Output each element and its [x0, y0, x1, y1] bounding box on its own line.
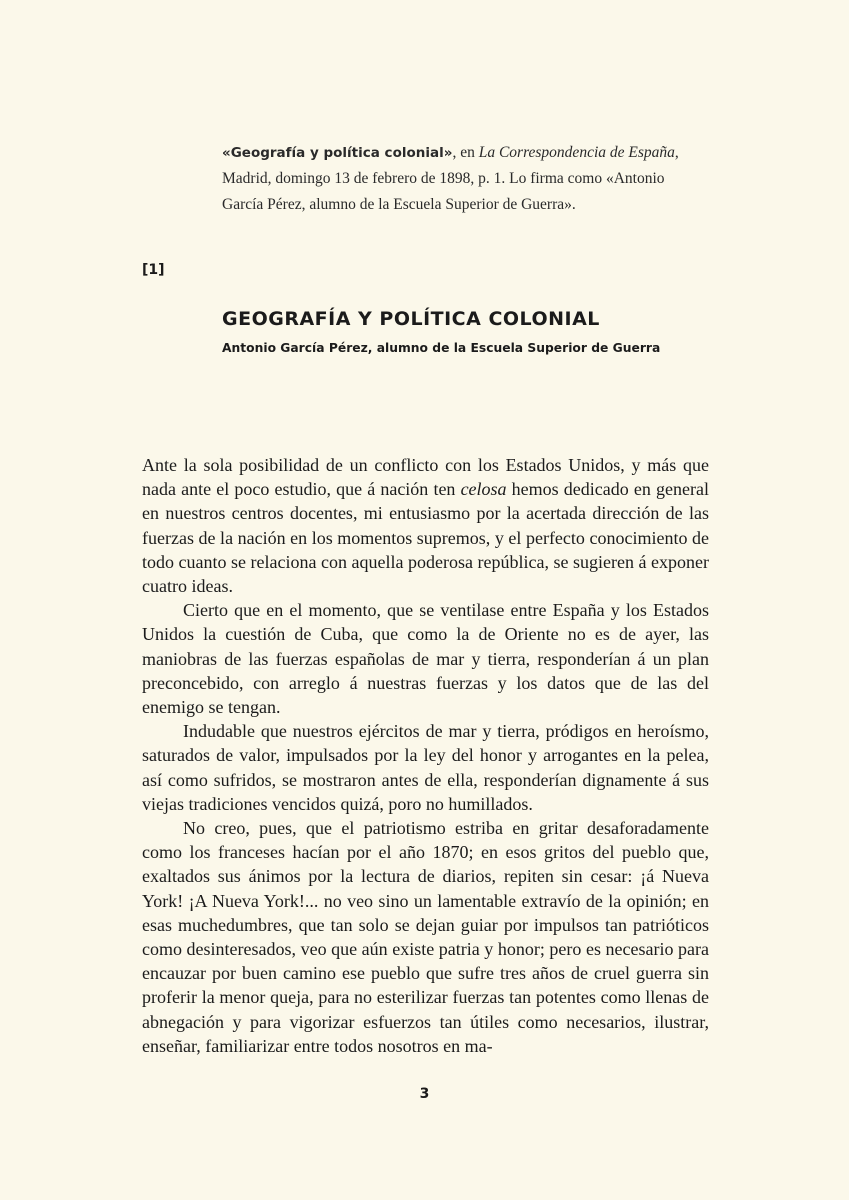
source-note-newspaper: La Correspondencia de España — [478, 144, 675, 161]
article-body — [142, 453, 709, 1058]
paragraph-2: Cierto que en el momento, que se ventilase entre España y los Estados Unidos la cuestión de Cuba, que como la de Oriente no es de ayer, las maniobras de las fuerzas españolas de mar y tierra, responderían á un plan preconcebido, con arreglo á nuestras fuerzas y los datos que de las del enemigo se tengan. — [142, 600, 709, 718]
source-note-article-title: «Geografía y política colonial» — [222, 145, 453, 161]
article-byline: Antonio García Pérez, alumno de la Escuela Superior de Guerra — [222, 341, 661, 355]
paragraph-1 — [142, 453, 709, 598]
reference-number: [1] — [142, 262, 165, 278]
paragraph-4: No creo, pues, que el patriotismo estriba en gritar desaforadamente como los franceses hacían por el año 1870; en esos gritos del pueblo que, exaltados sus ánimos por la lectura de diarios, repiten sin cesar: ¡á Nueva York! ¡A Nueva York!... no veo sino un lamentable extravío de la opinión; en esas muchedumbres, que tan solo se dejan guiar por impulsos tan patrióticos como desinteresados, veo que aún existe patria y honor; pero es necesario para encauzar por buen camino ese pueblo que sufre tres años de cruel guerra sin proferir la menor queja, para no esterilizar fuerzas tan potentes como llenas de abnegación y para vigorizar esfuerzos tan útiles como necesarios, ilustrar, enseñar, familiarizar entre todos nosotros en ma- — [142, 818, 709, 1056]
page-number: 3 — [419, 1086, 430, 1102]
paragraph-3: Indudable que nuestros ejércitos de mar y tierra, pródigos en heroísmo, saturados de valor, impulsados por la ley del honor y arrogantes en la pelea, así como sufridos, se mostraron antes de ella, responderían dignamente á sus viejas tradiciones vencidos quizá, poro no humillados. — [142, 721, 709, 814]
source-note-connector: , en — [452, 144, 479, 161]
paragraph-1-italic: celosa — [460, 479, 507, 500]
paragraph-1-end: hemos dedicado en general en nuestros centros docentes, mi entusiasmo por la acertada dirección de las fuerzas de la nación en los momentos supremos, y el perfecto conocimiento de todo cuanto se relaciona con aquella poderosa república, se sugieren á exponer cuatro ideas. — [142, 479, 709, 597]
paragraph-1-start: Ante la sola posibilidad de un conflicto con los Estados Unidos, y más que nada ante el poco estudio, que á nación ten — [142, 455, 709, 500]
article-title: GEOGRAFÍA Y POLÍTICA COLONIAL — [222, 308, 600, 330]
source-note-details: , Madrid, domingo 13 de febrero de 1898, p. 1. Lo firma como «Antonio García Pérez, alumno de la Escuela Superior de Guerra». — [222, 144, 679, 213]
source-note — [222, 140, 692, 218]
